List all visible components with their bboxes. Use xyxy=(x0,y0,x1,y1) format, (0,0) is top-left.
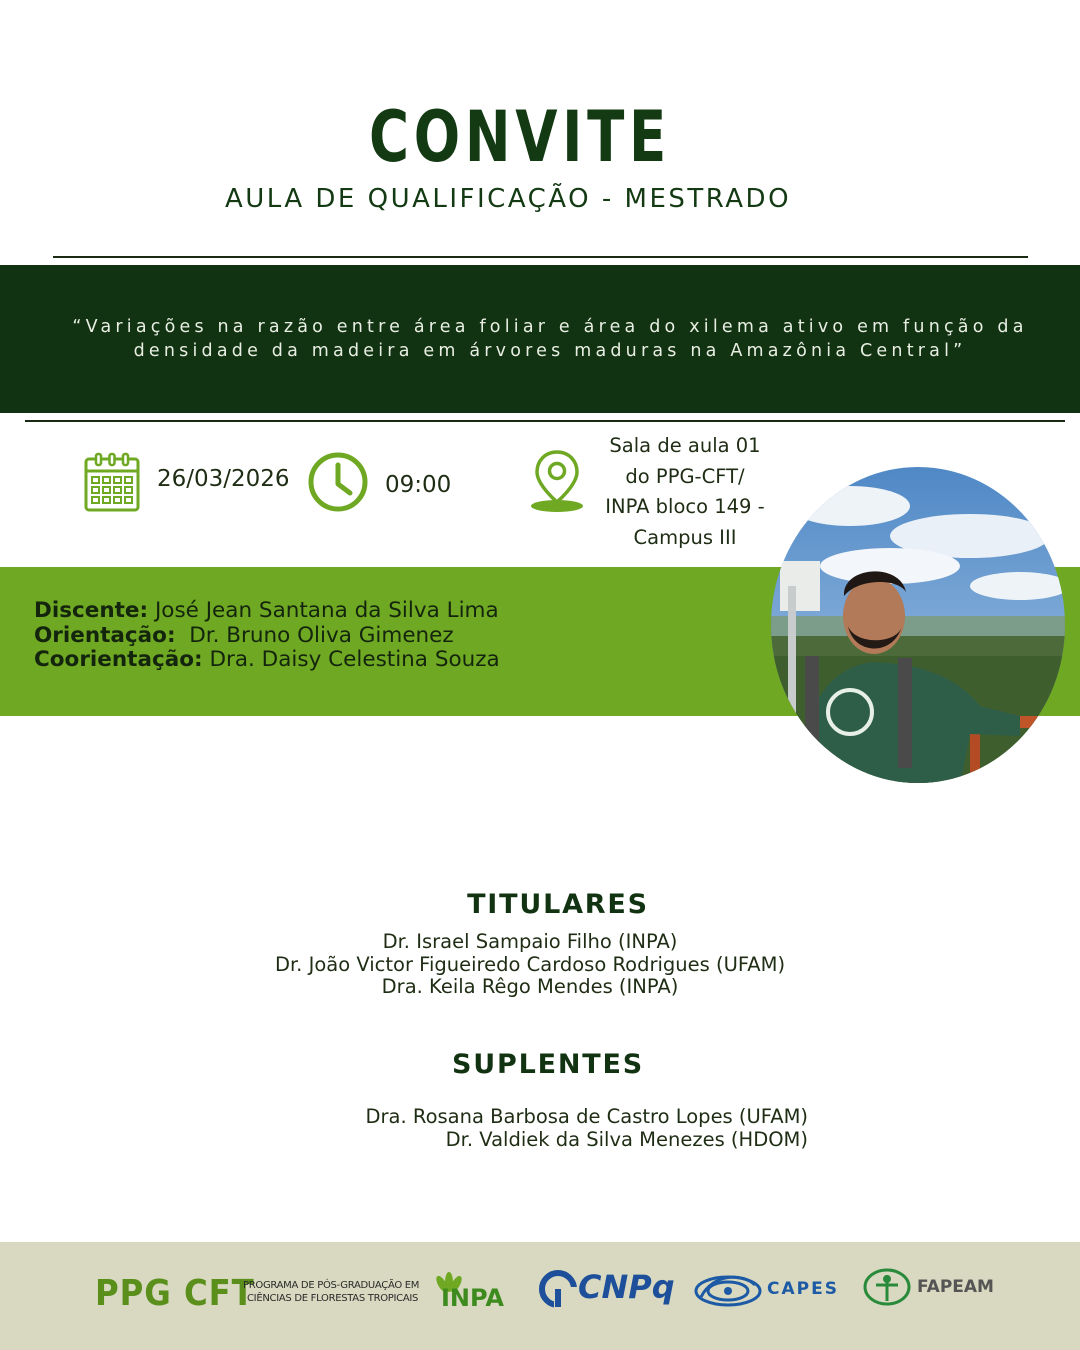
coadvisor-name: Dra. Daisy Celestina Souza xyxy=(209,647,500,672)
divider-middle xyxy=(25,420,1065,422)
student-name: José Jean Santana da Silva Lima xyxy=(154,598,499,623)
page-title: CONVITE xyxy=(368,96,672,178)
calendar-icon xyxy=(84,452,140,512)
page-subtitle: AULA DE QUALIFICAÇÃO - MESTRADO xyxy=(224,184,792,214)
thesis-line-2: densidade da madeira em árvores maduras na Amazônia Central” xyxy=(133,341,967,361)
advisor-label: Orientação: xyxy=(34,622,176,648)
location-line: INPA bloco 149 - xyxy=(605,495,765,518)
location-pin-icon xyxy=(528,448,586,514)
student-label: Discente: xyxy=(34,598,149,623)
committee-member: Dr. Valdiek da Silva Menezes (HDOM) xyxy=(445,1127,808,1151)
advisor-row xyxy=(34,624,500,649)
ppg-cft-logo-text: PPG CFT xyxy=(95,1273,255,1314)
cnpq-emblem-icon xyxy=(538,1269,578,1309)
footer-logos xyxy=(0,1242,1080,1350)
ppg-caption-line: CIÊNCIAS DE FLORESTAS TROPICAIS xyxy=(247,1293,419,1304)
cnpq-logo: CNPq xyxy=(578,1268,675,1306)
committee-member: Dra. Rosana Barbosa de Castro Lopes (UFAM) xyxy=(365,1105,808,1128)
thesis-title xyxy=(60,315,1040,363)
location-line: do PPG-CFT/ xyxy=(625,464,745,488)
capes-emblem-icon xyxy=(693,1267,763,1311)
capes-logo: CAPES xyxy=(767,1279,839,1299)
ppg-cft-caption xyxy=(243,1279,419,1305)
inpa-logo: INPA xyxy=(441,1284,504,1312)
event-time: 09:00 xyxy=(385,472,452,498)
fapeam-logo: FAPEAM xyxy=(917,1277,994,1297)
advisor-name: Dr. Bruno Oliva Gimenez xyxy=(189,622,454,648)
location-line: Campus III xyxy=(633,525,737,549)
committee-member: Dr. João Victor Figueiredo Cardoso Rodrigues (UFAM) xyxy=(274,952,786,976)
coadvisor-row xyxy=(34,648,500,673)
student-photo xyxy=(770,466,1066,784)
divider-top xyxy=(53,256,1028,258)
titulares-heading: TITULARES xyxy=(467,889,649,920)
fapeam-emblem-icon xyxy=(862,1267,912,1309)
coadvisor-label: Coorientação: xyxy=(34,647,203,672)
people-block xyxy=(34,599,500,673)
suplentes-heading: SUPLENTES xyxy=(452,1049,644,1080)
location-line: Sala de aula 01 xyxy=(609,434,761,457)
event-date: 26/03/2026 xyxy=(157,466,290,492)
student-row xyxy=(34,599,500,624)
thesis-line-1: “Variações na razão entre área foliar e área do xilema ativo em função da xyxy=(72,317,1028,337)
suplentes-list xyxy=(300,1106,808,1151)
committee-member: Dr. Israel Sampaio Filho (INPA) xyxy=(382,930,678,953)
clock-icon xyxy=(307,451,369,513)
ppg-caption-line: PROGRAMA DE PÓS-GRADUAÇÃO EM xyxy=(243,1280,420,1291)
titulares-list xyxy=(230,931,830,999)
event-location xyxy=(590,431,780,553)
committee-member: Dra. Keila Rêgo Mendes (INPA) xyxy=(381,975,679,998)
